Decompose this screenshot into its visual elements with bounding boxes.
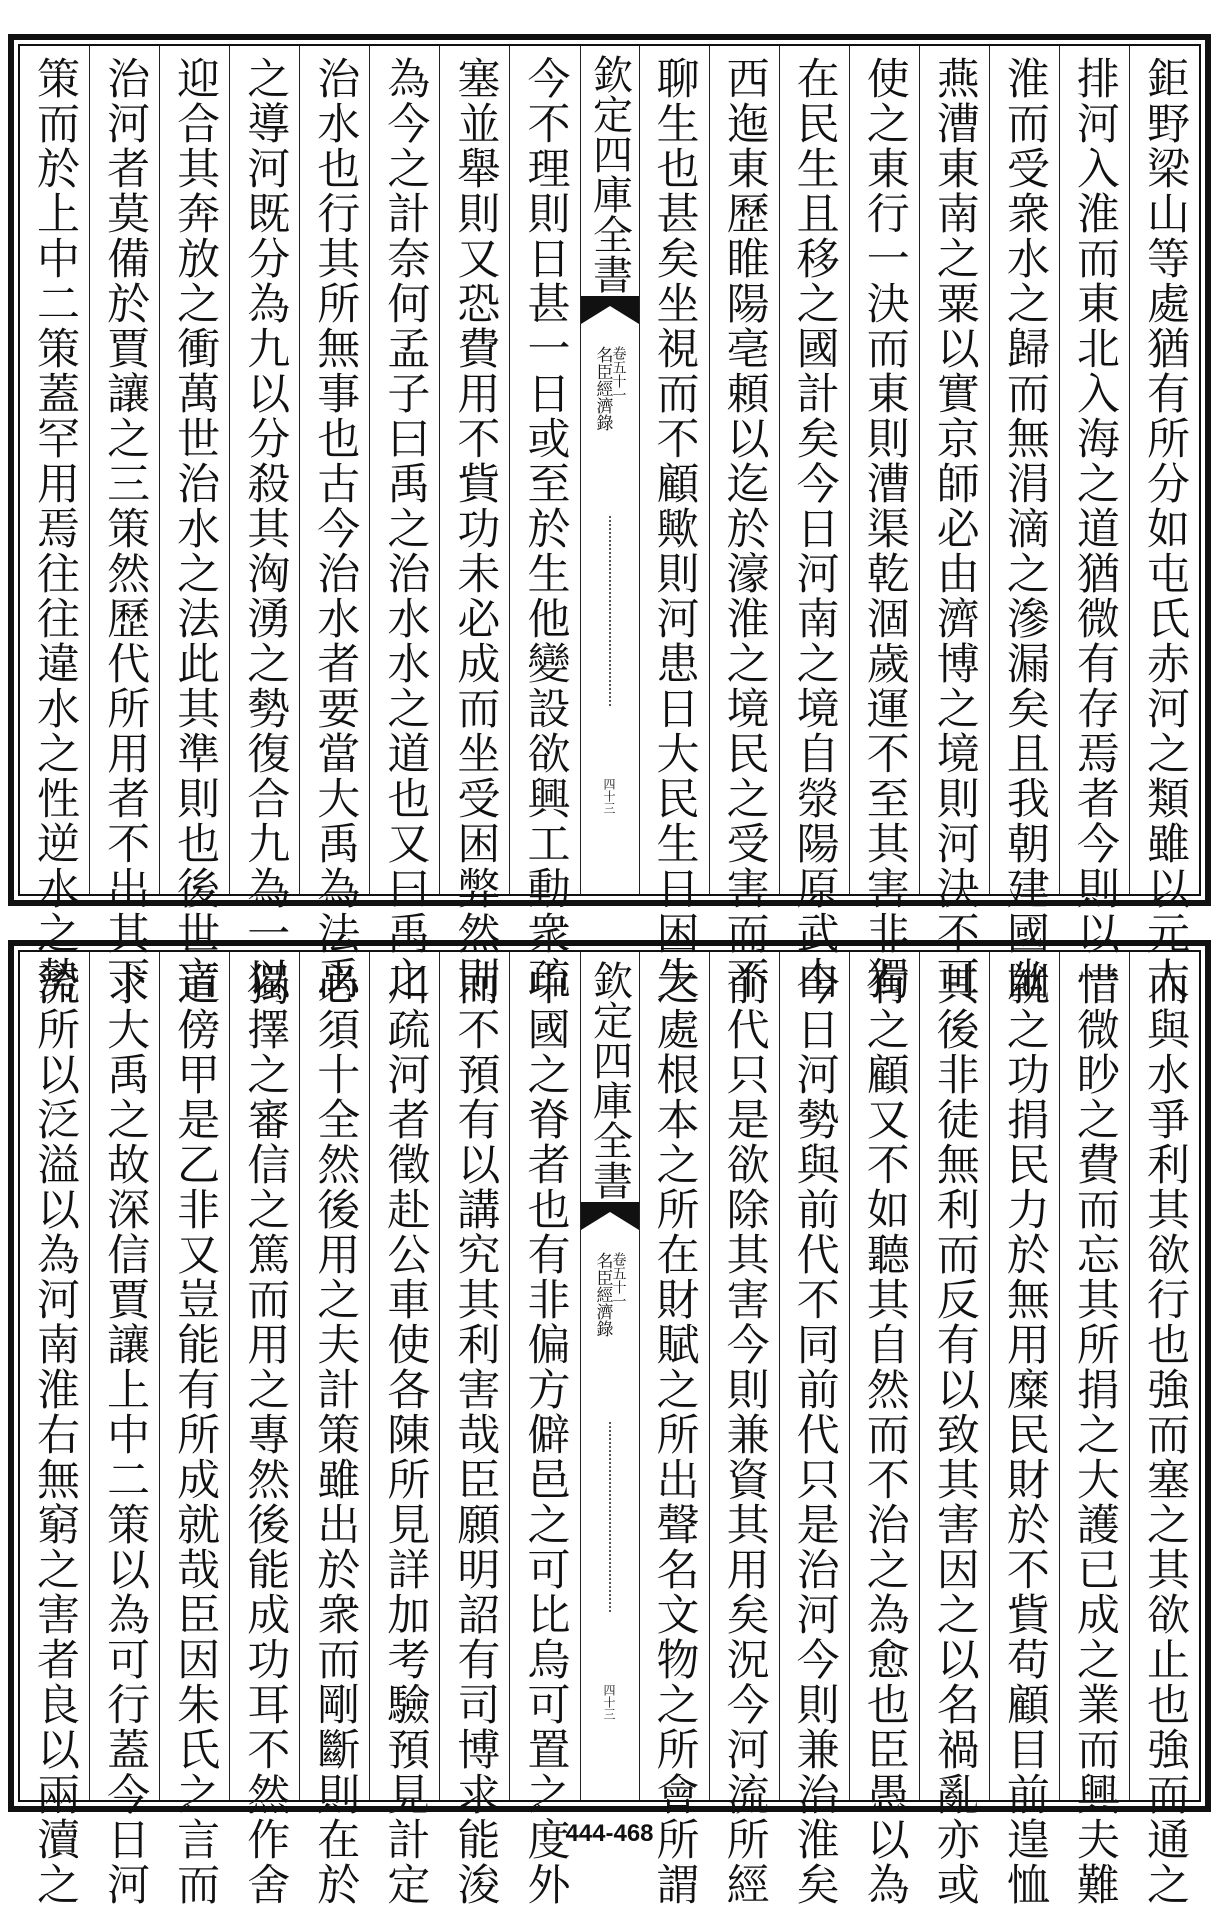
- text-column: 治水也行其所無事也古今治水者要當大禹為法禹: [299, 46, 369, 894]
- text-column: 今日河勢與前代不同前代只是治河今則兼治淮矣: [779, 952, 849, 1800]
- book-series-title: 欽定四庫全書: [586, 54, 633, 294]
- text-column: 塞並舉則又恐費用不貲功未必成而坐受困弊然則: [439, 46, 509, 894]
- text-column: 在民生且移之國計矣今日河南之境自滎陽原武由: [779, 46, 849, 894]
- volume-label: 卷五十一: [610, 1252, 627, 1308]
- text-column: 流所以泛溢以為河南淮右無窮之害者良以兩瀆之: [30, 962, 81, 1907]
- text-column: 獨擇之審信之篤而用之專然後能成功耳不然作舍: [229, 952, 299, 1800]
- volume-label: 卷五十一: [610, 346, 627, 402]
- text-column: 前代只是欲除其害今則兼資其用矣況今河流所經: [709, 952, 779, 1800]
- text-column: 淮而受衆水之歸而無涓滴之滲漏矣且我朝建國幽: [989, 46, 1059, 894]
- text-column: 求大禹之故深信賈讓上中二策以為可行蓋今日河: [89, 952, 159, 1800]
- center-margin: [580, 46, 639, 894]
- text-column: 鉅野梁山等處猶有所分如屯氏赤河之類雖以元人: [1129, 46, 1199, 894]
- text-column: 其後非徒無利而反有以致其害因之以名禍亂亦或: [919, 952, 989, 1800]
- text-column: 策而於上中二策蓋罕用焉往往違水之性逆水之勢: [30, 56, 81, 1001]
- text-column: 川疏河者徵赴公車使各陳所見詳加考驗預見計定: [369, 952, 439, 1800]
- text-column: 今不理則日甚一日或至於生他變設欲興工動衆疏: [509, 46, 579, 894]
- text-column: 道傍甲是乙非又豈能有所成就哉臣因朱氏之言而: [159, 952, 229, 1800]
- text-column: 聊生也甚矣坐視而不顧歟則河患日大民生日困失: [639, 46, 709, 894]
- book-series-title: 欽定四庫全書: [586, 960, 633, 1200]
- text-column: 為今之計奈何孟子曰禹之治水水之道也又曰禹之: [369, 46, 439, 894]
- book-title: 名臣經濟錄: [592, 346, 613, 431]
- book-title: 名臣經濟錄: [592, 1252, 613, 1337]
- text-column: 使之東行一決而東則漕渠乾涸歲運不至其害非獨: [849, 46, 919, 894]
- text-column: 惜微眇之費而忘其所捐之大護已成之業而興夫難: [1059, 952, 1129, 1800]
- top-page: [8, 34, 1211, 1001]
- fishtail-mark: [581, 1202, 639, 1230]
- dotted-rule: [609, 516, 611, 706]
- text-column: 燕漕東南之粟以實京師必由濟博之境則河決不可: [919, 46, 989, 894]
- folio-number: 四十三: [602, 778, 616, 814]
- text-column: 必須十全然後用之夫計策雖出於衆而剛斷則在於: [299, 952, 369, 1800]
- text-column: 之導河既分為九以分殺其洶湧之勢復合九為一以: [229, 46, 299, 894]
- folio-number: 四十三: [602, 1684, 616, 1720]
- center-margin: [580, 952, 639, 1800]
- text-column: 治河者莫備於賈讓之三策然歷代所用者不出其下: [89, 46, 159, 894]
- text-column: 中國之脊者也有非偏方僻邑之可比烏可置之度外: [509, 952, 579, 1800]
- text-column: 就之功捐民力於無用糜民財於不貲苟顧目前遑恤: [989, 952, 1059, 1800]
- text-column: 之處根本之所在財賦之所出聲名文物之所會所謂: [639, 952, 709, 1800]
- text-column: 有之顧又不如聽其自然而不治之為愈也臣愚以為: [849, 952, 919, 1800]
- text-column: 迎合其奔放之衝萬世治水之法此其準則也後世言: [159, 46, 229, 894]
- page-number-footer: 444-468: [565, 1820, 654, 1847]
- fishtail-mark: [581, 296, 639, 324]
- text-column: 而不預有以講究其利害哉臣願明詔有司博求能浚: [439, 952, 509, 1800]
- text-column: 而與水爭利其欲行也強而塞之其欲止也強而通之: [1129, 952, 1199, 1800]
- dotted-rule: [609, 1422, 611, 1612]
- text-column: 排河入淮而東北入海之道猶微有存焉者今則以一: [1059, 46, 1129, 894]
- text-column: 西迤東歷睢陽亳頼以迄於濠淮之境民之受害而不: [709, 46, 779, 894]
